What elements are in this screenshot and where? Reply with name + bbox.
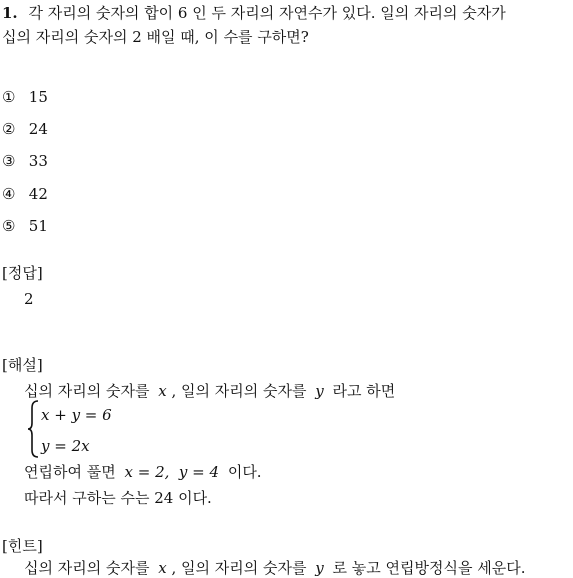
- variable-x: x: [158, 559, 167, 577]
- hint-text: , 일의 자리의 숫자를: [171, 559, 307, 577]
- question-number: 1.: [2, 4, 18, 22]
- solution-math: x = 2, y = 4: [124, 463, 220, 481]
- equation-1: x + y = 6: [41, 406, 112, 424]
- equation-2: y = 2x: [41, 437, 90, 455]
- choice-5-text: 51: [28, 217, 48, 235]
- explanation-text: 연립하여 풀면: [24, 463, 116, 481]
- explanation-line-2: [24, 461, 262, 482]
- choice-2[interactable]: [2, 120, 48, 138]
- choice-5[interactable]: [2, 217, 48, 235]
- explanation-text: 이다.: [227, 463, 262, 481]
- choice-3[interactable]: [2, 152, 48, 170]
- choice-1-mark: ①: [2, 88, 16, 106]
- explanation-line-3: 따라서 구하는 수는 24 이다.: [24, 489, 212, 507]
- question-text-1: 각 자리의 숫자의 합이 6 인 두 자리의 자연수가 있다. 일의 자리의 숫자가: [28, 4, 506, 22]
- hint-text: 십의 자리의 숫자를: [24, 559, 150, 577]
- question-text-2: 십의 자리의 숫자의 2 배일 때, 이 수를 구하면?: [2, 28, 309, 46]
- variable-y: y: [315, 382, 324, 400]
- choice-1[interactable]: [2, 88, 48, 106]
- variable-x: x: [158, 382, 167, 400]
- explanation-text: , 일의 자리의 숫자를: [171, 382, 307, 400]
- choice-3-mark: ③: [2, 152, 16, 170]
- choice-1-text: 15: [28, 88, 48, 106]
- question-line-1: [2, 2, 506, 23]
- answer-value: 2: [24, 290, 34, 308]
- answer-heading: [정답]: [2, 264, 43, 282]
- question-line-2: [2, 26, 309, 47]
- choice-4-mark: ④: [2, 185, 16, 203]
- choice-2-mark: ②: [2, 120, 16, 138]
- choice-3-text: 33: [28, 152, 48, 170]
- choice-5-mark: ⑤: [2, 217, 16, 235]
- explanation-text: 라고 하면: [332, 382, 396, 400]
- explanation-text: 십의 자리의 숫자를: [24, 382, 150, 400]
- hint-line: [24, 557, 526, 578]
- hint-text: 로 놓고 연립방정식을 세운다.: [332, 559, 526, 577]
- explanation-heading: [해설]: [2, 356, 43, 374]
- choice-4-text: 42: [28, 185, 48, 203]
- hint-heading: [힌트]: [2, 537, 43, 555]
- explanation-line-1: [24, 380, 395, 401]
- variable-y: y: [315, 559, 324, 577]
- system-brace: [27, 400, 41, 458]
- choice-4[interactable]: [2, 185, 48, 203]
- choice-2-text: 24: [28, 120, 48, 138]
